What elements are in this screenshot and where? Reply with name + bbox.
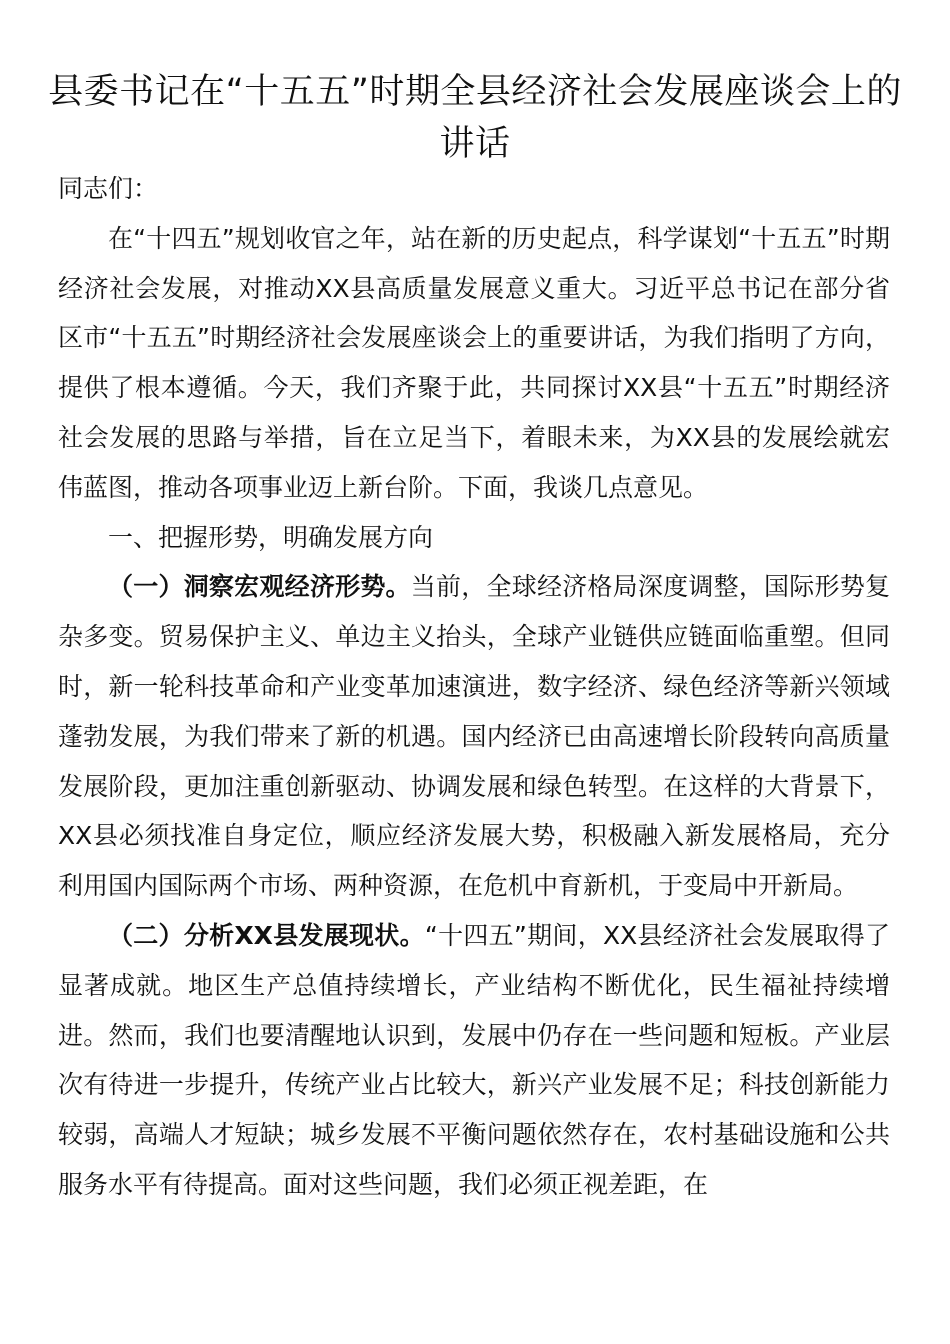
document-body: [58, 164, 890, 1210]
intro-paragraph: 在“十四五”规划收官之年，站在新的历史起点，科学谋划“十五五”时期经济社会发展，对推动XX县高质量发展意义重大。习近平总书记在部分省区市“十五五”时期经济社会发展座谈会上的重要讲话，为我们指明了方向，提供了根本遵循。今天，我们齐聚于此，共同探讨XX县“十五五”时期经济社会发展的思路与举措，旨在立足当下，着眼未来，为XX县的发展绘就宏伟蓝图，推动各项事业迈上新台阶。下面，我谈几点意见。: [58, 223, 890, 502]
subsection-paragraph-2: [58, 911, 890, 1210]
salutation: 同志们：: [58, 174, 159, 203]
section-heading: 一、把握形势，明确发展方向: [108, 522, 434, 552]
subsection-text-1: 当前，全球经济格局深度调整，国际形势复杂多变。贸易保护主义、单边主义抬头，全球产业链供应链面临重塑。但同时，新一轮科技革命和产业变革加速演进，数字经济、绿色经济等新兴领域蓬勃发展，为我们带来了新的机遇。国内经济已由高速增长阶段转向高质量发展阶段，更加注重创新驱动、协调发展和绿色转型。在这样的大背景下，XX县必须找准自身定位，顺应经济发展大势，积极融入新发展格局，充分利用国内国际两个市场、两种资源，在危机中育新机，于变局中开新局。: [58, 572, 890, 901]
subsection-paragraph-1: [58, 562, 890, 911]
subsection-heading-2: （二）分析XX县发展现状。: [108, 920, 425, 950]
subsection-heading-1: （一）洞察宏观经济形势。: [108, 572, 411, 602]
document-title: 县委书记在“十五五”时期全县经济社会发展座谈会上的讲话: [48, 72, 902, 164]
subsection-text-2: “十四五”期间，XX县经济社会发展取得了显著成就。地区生产总值持续增长，产业结构不断优化，民生福祉持续增进。然而，我们也要清醒地认识到，发展中仍存在一些问题和短板。产业层次有待进一步提升，传统产业占比较大，新兴产业发展不足；科技创新能力较弱，高端人才短缺；城乡发展不平衡问题依然存在，农村基础设施和公共服务水平有待提高。面对这些问题，我们必须正视差距，在: [58, 920, 890, 1199]
